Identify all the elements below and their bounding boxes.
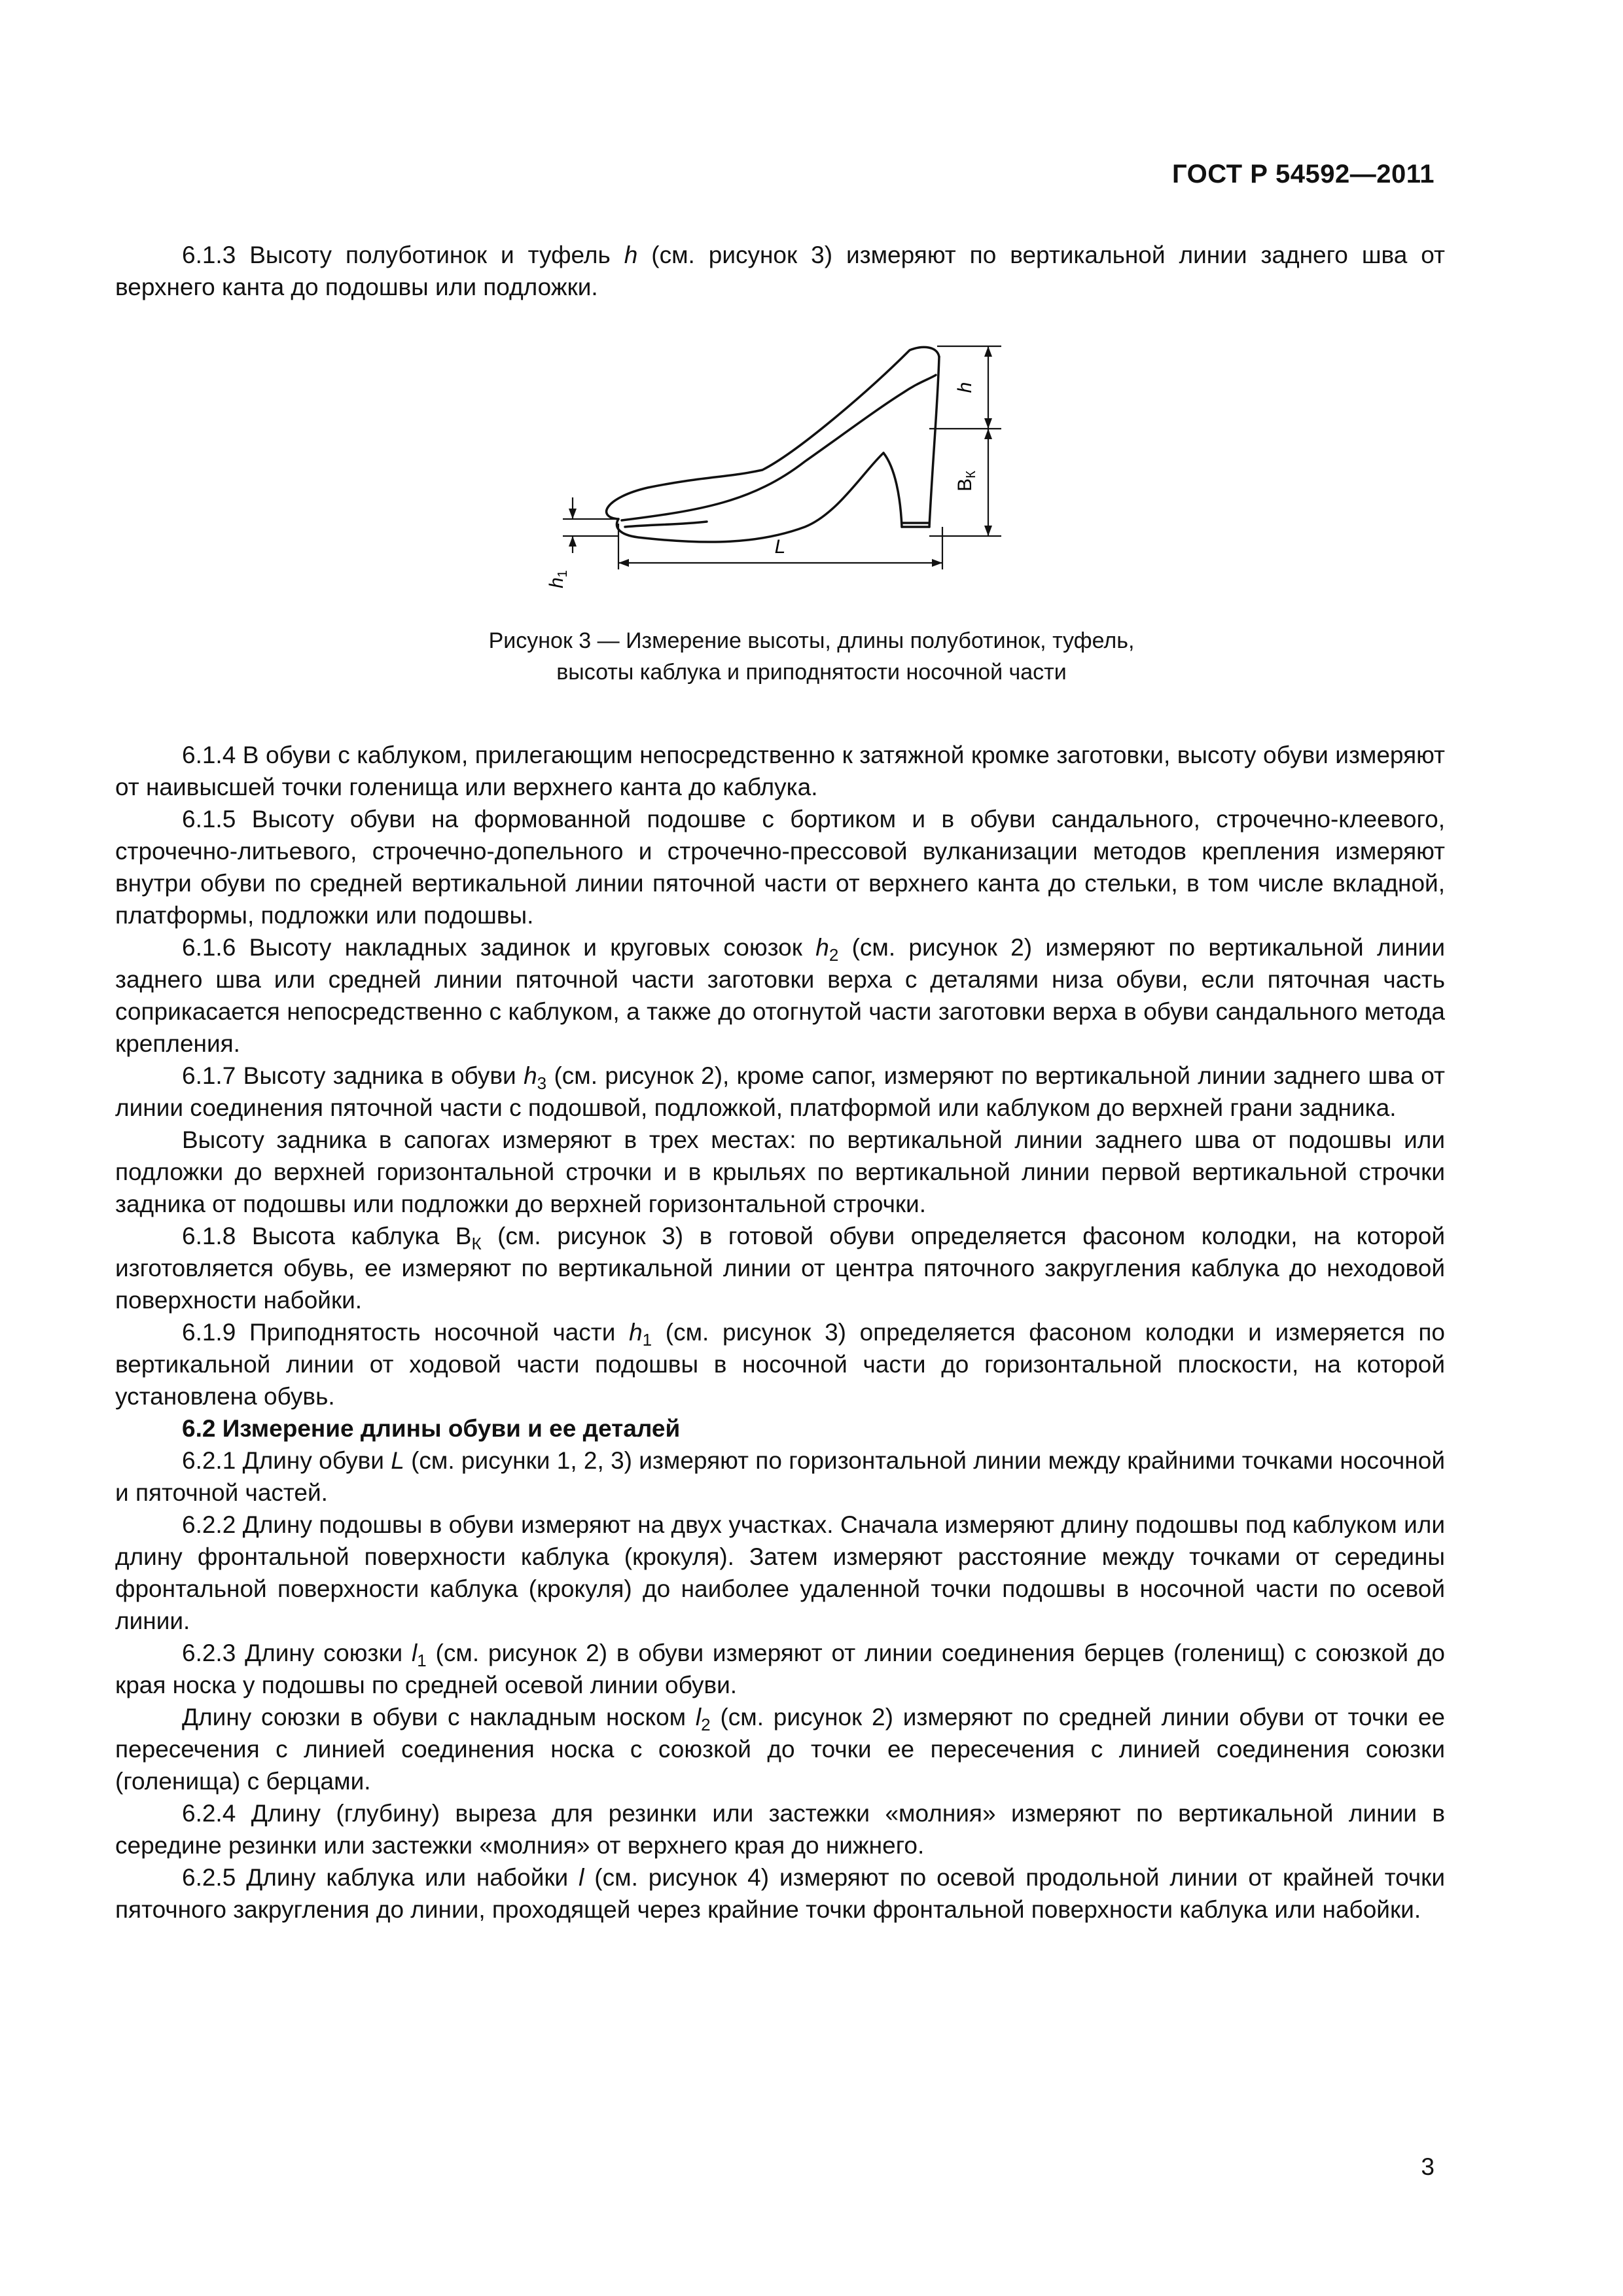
- text-block-top: [115, 239, 1445, 303]
- paragraph-6-1-8: 6.1.8 Высота каблука $В_К$ (см. рисунок 3) в готовой обуви определяется фасоном колодки, на которой изготовляется обувь, ее измеряют по вертикальной линии от центра пяточного закругления каблука до неходовой поверхности набойки.: [115, 1223, 1445, 1314]
- paragraph-6-1-9: 6.1.9 Приподнятость носочной части $h_1$ (см. рисунок 3) определяется фасоном колодки и измеряется по вертикальной линии от ходовой части подошвы в носочной части до горизонтальной плоскости, на которой установлена обувь.: [115, 1319, 1445, 1410]
- shoe-heel-toplift: [902, 523, 929, 527]
- label-bk: $В_К$: [954, 471, 978, 492]
- figure-caption: [327, 625, 1296, 688]
- paragraph-6-1-3: 6.1.3 Высоту полуботинок и туфель h (см. рисунок 3) измеряют по вертикальной линии заднего шва от верхнего канта до подошвы или подложки.: [115, 242, 1445, 300]
- figure-3-shoe-diagram: [537, 331, 1073, 592]
- label-h1: $h_1$: [546, 570, 570, 588]
- paragraph-6-1-7: 6.1.7 Высоту задника в обуви $h_3$ (см. рисунок 2), кроме сапог, измеряют по вертикальной линии заднего шва от линии соединения пяточной части с подошвой, подложкой, платформой или каблуком до верхней грани задника.: [115, 1062, 1445, 1121]
- section-heading-6-2: 6.2 Измерение длины обуви и ее деталей: [182, 1415, 681, 1442]
- paragraph-6-2-3-toe: Длину союзки в обуви с накладным носком $l_2$ (см. рисунок 2) измеряют по средней линии обуви от точки ее пересечения с линией соединения носка с союзкой до точки ее пересечения с линией соединения союзки (голенища) с берцами.: [115, 1704, 1446, 1795]
- paragraph-6-2-5: 6.2.5 Длину каблука или набойки l (см. рисунок 4) измеряют по осевой продольной линии от крайней точки пяточного закругления до линии, проходящей через крайние точки фронтальной поверхности каблука или набойки.: [115, 1864, 1446, 1923]
- page-number: 3: [1421, 2153, 1435, 2180]
- paragraph-6-1-7-boots: Высоту задника в сапогах измеряют в трех местах: по вертикальной линии заднего шва от подошвы или подложки до верхней горизонтальной строчки и в крыльях по вертикальной линии первой вертикальной строчки задника от подошвы или подложки до верхней горизонтальной строчки.: [115, 1126, 1445, 1217]
- document-header: ГОСТ Р 54592—2011: [1172, 160, 1435, 188]
- paragraph-6-2-3: 6.2.3 Длину союзки $l_1$ (см. рисунок 2) в обуви измеряют от линии соединения берцев (голенищ) с союзкой до края носка у подошвы по средней осевой линии обуви.: [115, 1640, 1445, 1698]
- paragraph-6-1-6: 6.1.6 Высоту накладных задинок и круговых союзок $h_2$ (см. рисунок 2) измеряют по вертикальной линии заднего шва или средней линии пяточной части заготовки верха с деталями низа обуви, если пяточная часть соприкасается непосредственно с каблуком, а также до отогнутой части заготовки верха в обуви сандального метода крепления.: [115, 934, 1445, 1057]
- shoe-upper-line: [607, 347, 939, 519]
- shoe-insole-line: [622, 375, 936, 520]
- shoe-sole: [617, 453, 883, 542]
- shoe-toe-seam: [625, 522, 707, 527]
- paragraph-6-2-4: 6.2.4 Длину (глубину) выреза для резинки или застежки «молния» измеряют по вертикальной линии в середине резинки или застежки «молния» от верхнего края до нижнего.: [115, 1800, 1445, 1859]
- label-h: h: [954, 382, 976, 393]
- paragraph-6-2-2: 6.2.2 Длину подошвы в обуви измеряют на двух участках. Сначала измеряют длину подошвы под каблуком или длину фронтальной поверхности каблука (крокуля). Затем измеряют расстояние между точками от середины фронтальной поверхности каблука (крокуля) до наиболее удаленной точки подошвы в носочной части по осевой линии.: [115, 1511, 1445, 1634]
- shoe-heel-front: [883, 453, 902, 527]
- paragraph-6-2-1: 6.2.1 Длину обуви L (см. рисунки 1, 2, 3) измеряют по горизонтальной линии между крайними точками носочной и пяточной частей.: [115, 1447, 1445, 1506]
- label-L: L: [774, 536, 786, 558]
- shoe-heel-back: [929, 357, 939, 527]
- caption-line-1: Рисунок 3 — Измерение высоты, длины полуботинок, туфель,: [488, 628, 1135, 653]
- paragraph-6-1-5: 6.1.5 Высоту обуви на формованной подошве с бортиком и в обуви сандального, строчечно-клеевого, строчечно-литьевого, строчечно-допельного и строчечно-прессовой вулканизации методов крепления измеряют внутри обуви по средней вертикальной линии пяточной части от верхнего канта до стельки, в том числе вкладной, платформы, подложки или подошвы.: [115, 806, 1445, 929]
- caption-line-2: высоты каблука и приподнятости носочной части: [556, 660, 1067, 685]
- shoe-diagram-svg: [537, 331, 1073, 592]
- paragraph-6-1-4: 6.1.4 В обуви с каблуком, прилегающим непосредственно к затяжной кромке заготовки, высоту обуви измеряют от наивысшей точки голенища или верхнего канта до каблука.: [115, 742, 1445, 800]
- text-block-main: [115, 739, 1445, 1926]
